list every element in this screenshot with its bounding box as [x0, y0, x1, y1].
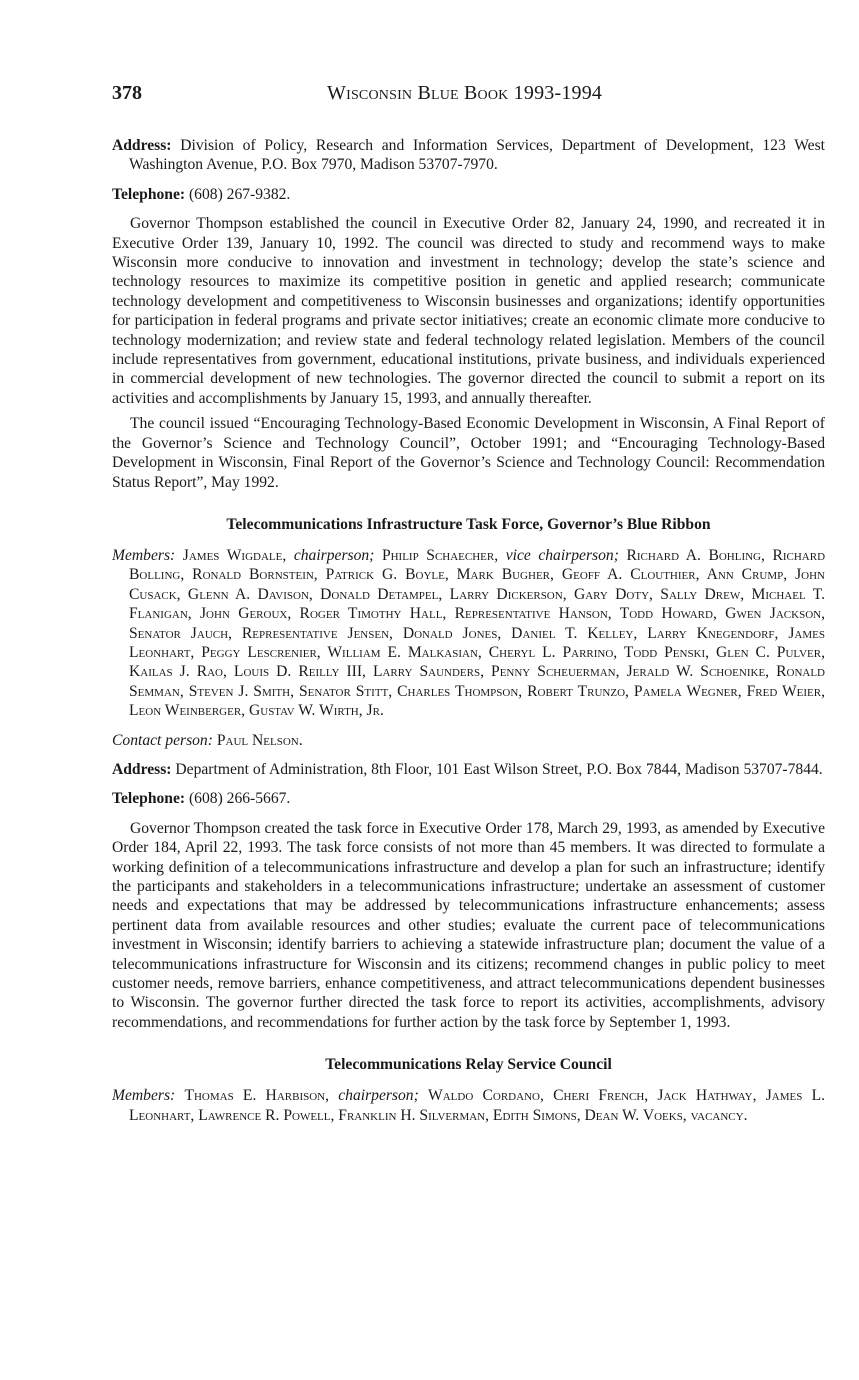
relay-council-members — [112, 1086, 825, 1125]
task-force-address — [112, 760, 825, 779]
council-telephone — [112, 185, 825, 204]
chair-role: chairperson; — [293, 546, 375, 564]
section-heading-relay-council: Telecommunications Relay Service Council — [325, 1056, 612, 1074]
chair-name: James Wigdale, — [182, 546, 287, 564]
members-list: Waldo Cordano, Cheri French, Jack Hathway, James L. Leonhart, Lawrence R. Powell, Franklin H. Silverman, Edith Simons, Dean W. Voeks, vacancy. — [129, 1087, 825, 1124]
page-header — [112, 82, 827, 112]
section-heading-task-force: Telecommunications Infrastructure Task Force, Governor’s Blue Ribbon — [226, 515, 711, 533]
page-content — [112, 136, 825, 1135]
telephone-text: (608) 266-5667. — [188, 790, 291, 808]
running-title: Wisconsin Blue Book 1993-1994 — [327, 82, 603, 104]
vice-chair-role: vice chairperson; — [505, 546, 619, 564]
council-address — [112, 136, 825, 175]
address-text: Department of Administration, 8th Floor, 101 East Wilson Street, P.O. Box 7844, Madison 53707-7844. — [175, 760, 823, 778]
task-force-telephone — [112, 789, 825, 808]
task-force-members — [112, 546, 825, 721]
telephone-label: Telephone: — [112, 185, 186, 203]
task-force-description: Governor Thompson created the task force in Executive Order 178, March 29, 1993, as amended by Executive Order 184, April 22, 1993. The task force consists of not more than 45 members. It was directed to formulate a working definition of a telecommunications infrastructure and develop a plan for such an infrastructure; identify the participants and stakeholders in a telecommunications infrastructure; undertake an assessment of customer needs and expectations that may be addressed by telecommunications infrastructure enhancements; assess pertinent data from available resources and other studies; evaluate the current pace of telecommunications investment in Wisconsin; identify barriers to achieving a statewide infrastructure plan; document the value of a telecommunications infrastructure for Wisconsin and its citizens; recommend changes in public policy to meet customer needs, remove barriers, enhance competitiveness, and attract telecommunications dependent businesses to Wisconsin. The governor further directed the task force to report its activities, accomplishments, advisory recommendations, and recommendations for further action by the task force by September 1, 1993. — [112, 819, 825, 1031]
telephone-label: Telephone: — [112, 790, 186, 808]
vice-chair-name: Philip Schaecher, — [381, 546, 499, 564]
members-label: Members: — [112, 1087, 176, 1105]
contact-name: Paul Nelson. — [216, 731, 303, 749]
page-number: 378 — [112, 82, 142, 104]
members-list: Richard A. Bohling, Richard Bolling, Ronald Bornstein, Patrick G. Boyle, Mark Bugher, Geoff A. Clouthier, Ann Crump, John Cusack, Glenn A. Davison, Donald Detampel, Larry Dickerson, Gary Doty, Sally Drew, Michael T. Flanigan, John Geroux, Roger Timothy Hall, Representative Hanson, Todd Howard, Gwen Jackson, Senator Jauch, Representative Jensen, Donald Jones, Daniel T. Kelley, Larry Knegendorf, James Leonhart, Peggy Lescrenier, William E. Malkasian, Cheryl L. Parrino, Todd Penski, Glen C. Pulver, Kailas J. Rao, Louis D. Reilly III, Larry Saunders, Penny Scheuerman, Jerald W. Schoenike, Ronald Semman, Steven J. Smith, Senator Stitt, Charles Thompson, Robert Trunzo, Pamela Wegner, Fred Weier, Leon Weinberger, Gustav W. Wirth, Jr. — [129, 546, 826, 720]
task-force-contact — [112, 731, 825, 750]
chair-name: Thomas E. Harbison, — [184, 1087, 330, 1105]
members-label: Members: — [112, 546, 176, 564]
contact-label: Contact person: — [112, 731, 213, 749]
telephone-text: (608) 267-9382. — [188, 185, 291, 203]
address-label: Address: — [112, 760, 172, 778]
chair-role: chairperson; — [338, 1087, 419, 1105]
address-label: Address: — [112, 137, 172, 154]
address-text: Division of Policy, Research and Information Services, Department of Development, 123 West Washington Avenue, P.O. Box 7970, Madison 53707-7970. — [129, 137, 825, 174]
council-description: Governor Thompson established the council in Executive Order 82, January 24, 1990, and recreated it in Executive Order 139, January 10, 1992. The council was directed to study and recommend ways to make Wisconsin more conducive to innovation and investment in technology; develop the state’s science and technology resources to maximize its competitive position in genetic and applied research; communicate technology development and competitiveness to Wisconsin businesses and organizations; identify opportunities for participation in federal programs and private sector initiatives; create an economic climate more conducive to technology modernization; and review state and federal technology related legislation. Members of the council include representatives from government, educational institutions, private business, and individuals experienced in commercial development of new technologies. The governor directed the council to submit a report on its activities and accomplishments by January 15, 1993, and annually thereafter. — [112, 215, 825, 407]
council-reports: The council issued “Encouraging Technology-Based Economic Development in Wisconsin, A Final Report of the Governor’s Science and Technology Council”, October 1991; and “Encouraging Technology-Based Development in Wisconsin, Final Report of the Governor’s Science and Technology Council: Recommendation Status Report”, May 1992. — [112, 415, 825, 491]
